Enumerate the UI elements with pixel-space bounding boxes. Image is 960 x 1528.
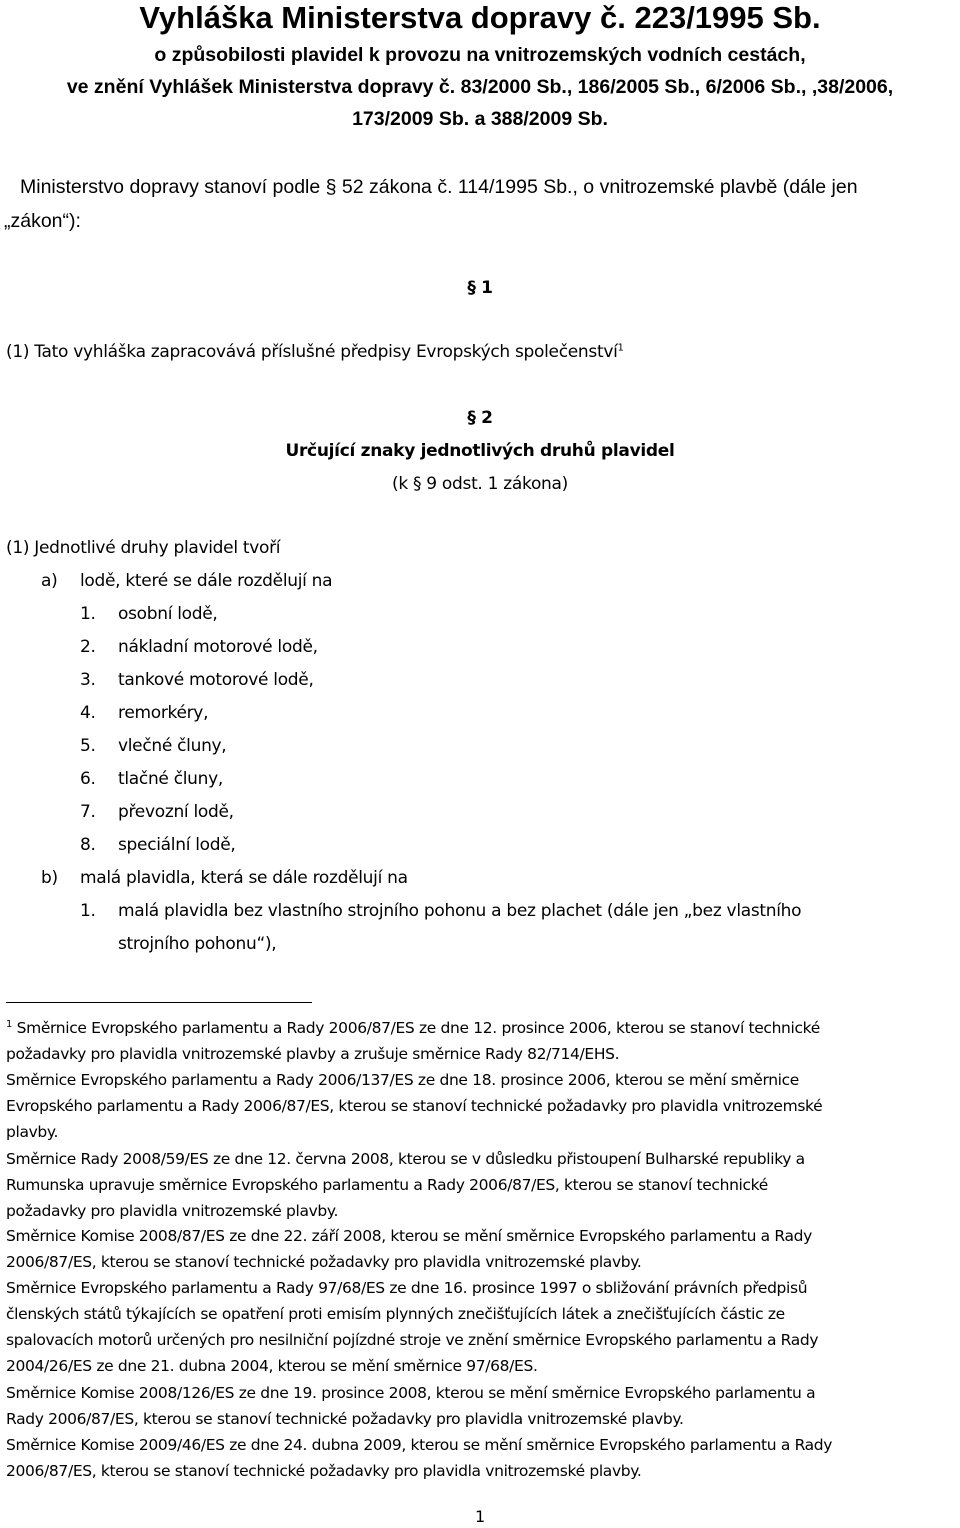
section-reference: (k § 9 odst. 1 zákona) xyxy=(392,474,568,494)
footnote-line: Rumunska upravuje směrnice Evropského parlamentu a Rady 2006/87/ES, kterou se stanoví technické xyxy=(6,1176,768,1194)
list-item: lodě, které se dále rozdělují na xyxy=(80,571,333,591)
list-item: tlačné čluny, xyxy=(118,769,223,789)
footnote-line: Směrnice Rady 2008/59/ES ze dne 12. června 2008, kterou se v důsledku přistoupení Bulharské republiky a xyxy=(6,1150,805,1168)
list-item: převozní lodě, xyxy=(118,802,234,822)
preamble-line: Ministerstvo dopravy stanoví podle § 52 zákona č. 114/1995 Sb., o vnitrozemské plavbě (dále jen xyxy=(20,176,858,198)
footnote-separator xyxy=(6,1002,312,1003)
paragraph: (1) Tato vyhláška zapracovává příslušné předpisy Evropských společenství$^1$ xyxy=(6,342,624,362)
footnote-line: 2006/87/ES, kterou se stanoví technické požadavky pro plavidla vnitrozemské plavby. xyxy=(6,1462,642,1480)
footnote-line: Rady 2006/87/ES, kterou se stanoví technické požadavky pro plavidla vnitrozemské plavby. xyxy=(6,1410,684,1428)
section-heading: § 2 xyxy=(467,408,493,428)
footnote-line: Směrnice Komise 2008/87/ES ze dne 22. září 2008, kterou se mění směrnice Evropského parlamentu a Rady xyxy=(6,1227,812,1245)
list-number: 5. xyxy=(80,736,96,756)
footnote-line: $^1$ Směrnice Evropského parlamentu a Rady 2006/87/ES ze dne 12. prosince 2006, kterou se stanoví technické xyxy=(6,1018,820,1037)
list-number: 3. xyxy=(80,670,96,690)
footnote-line: 2006/87/ES, kterou se stanoví technické požadavky pro plavidla vnitrozemské plavby. xyxy=(6,1253,642,1271)
list-number: 1. xyxy=(80,901,96,921)
footnote-line: požadavky pro plavidla vnitrozemské plavby a zrušuje směrnice Rady 82/714/EHS. xyxy=(6,1045,620,1063)
list-number: 7. xyxy=(80,802,96,822)
list-number: 1. xyxy=(80,604,96,624)
list-item: remorkéry, xyxy=(118,703,209,723)
footnote-line: Směrnice Evropského parlamentu a Rady 2006/137/ES ze dne 18. prosince 2006, kterou se mění směrnice xyxy=(6,1071,799,1089)
paragraph: (1) Jednotlivé druhy plavidel tvoří xyxy=(6,538,281,558)
footnote-mark: 1 xyxy=(617,342,624,354)
list-item: vlečné čluny, xyxy=(118,736,227,756)
footnote-line: Směrnice Komise 2009/46/ES ze dne 24. dubna 2009, kterou se mění směrnice Evropského parlamentu a Rady xyxy=(6,1436,833,1454)
list-marker: a) xyxy=(41,571,58,591)
list-item-continuation: strojního pohonu“), xyxy=(118,934,277,954)
list-item: malá plavidla, která se dále rozdělují na xyxy=(80,868,408,888)
subtitle-line: 173/2009 Sb. a 388/2009 Sb. xyxy=(352,108,608,130)
list-item: nákladní motorové lodě, xyxy=(118,637,318,657)
list-number: 2. xyxy=(80,637,96,657)
section-heading: § 1 xyxy=(467,278,493,298)
subtitle-line: ve znění Vyhlášek Ministerstva dopravy č. 83/2000 Sb., 186/2005 Sb., 6/2006 Sb., ,38/2006, xyxy=(66,76,894,98)
footnote-line: spalovacích motorů určených pro nesilniční pojízdné stroje ve znění směrnice Evropského parlamentu a Rady xyxy=(6,1331,819,1349)
list-number: 6. xyxy=(80,769,96,789)
list-item: speciální lodě, xyxy=(118,835,236,855)
footnote-mark: 1 xyxy=(6,1018,13,1030)
footnote-line: 2004/26/ES ze dne 21. dubna 2004, kterou se mění směrnice 97/68/ES. xyxy=(6,1357,538,1375)
section-title: Určující znaky jednotlivých druhů plavidel xyxy=(285,441,675,461)
document-title: Vyhláška Ministerstva dopravy č. 223/1995 Sb. xyxy=(139,0,821,35)
subtitle-line: o způsobilosti plavidel k provozu na vnitrozemských vodních cestách, xyxy=(154,44,806,66)
footnote-line: Směrnice Evropského parlamentu a Rady 97/68/ES ze dne 16. prosince 1997 o sbližování právních předpisů xyxy=(6,1279,808,1297)
list-number: 4. xyxy=(80,703,96,723)
preamble-line: „zákon“): xyxy=(4,210,81,232)
footnote-line: plavby. xyxy=(6,1123,59,1141)
footnote-line: Evropského parlamentu a Rady 2006/87/ES, kterou se stanoví technické požadavky pro plavidla vnitrozemské xyxy=(6,1097,823,1115)
list-marker: b) xyxy=(41,868,58,888)
list-number: 8. xyxy=(80,835,96,855)
list-item: malá plavidla bez vlastního strojního pohonu a bez plachet (dále jen „bez vlastního xyxy=(118,901,802,921)
list-item: tankové motorové lodě, xyxy=(118,670,314,690)
page-number: 1 xyxy=(475,1507,485,1526)
footnote-line: Směrnice Komise 2008/126/ES ze dne 19. prosince 2008, kterou se mění směrnice Evropského parlamentu a xyxy=(6,1384,816,1402)
list-item: osobní lodě, xyxy=(118,604,218,624)
footnote-line: členských států týkajících se opatření proti emisím plynných znečišťujících látek a znečišťujících částic ze xyxy=(6,1305,785,1323)
footnote-line: požadavky pro plavidla vnitrozemské plavby. xyxy=(6,1202,339,1220)
